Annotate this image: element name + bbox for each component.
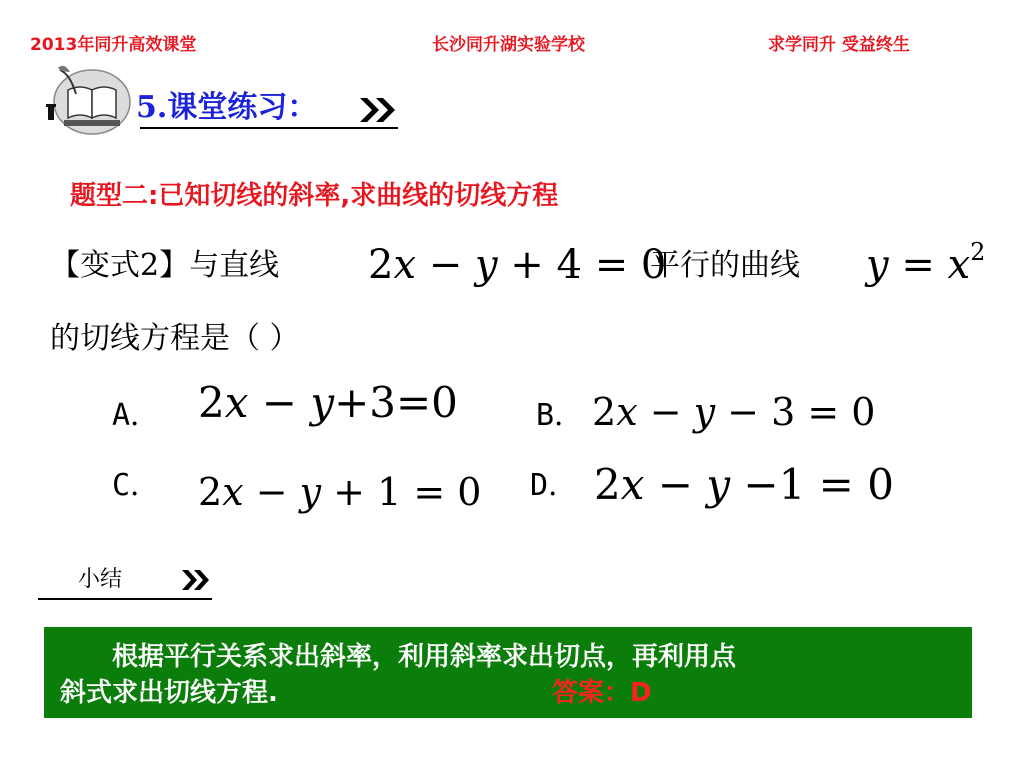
question-line2: 的切线方程是（ ）: [50, 321, 300, 356]
answer-text: 答案：D: [552, 678, 652, 708]
summary-underline: [38, 598, 212, 600]
section-title-text: 课堂练习：: [167, 90, 318, 125]
option-d-label: D．: [530, 468, 579, 503]
header-school-name: 长沙同升湖实验学校: [432, 35, 585, 55]
header-motto: 求学同升 受益终生: [768, 35, 910, 55]
summary-box: [44, 627, 972, 718]
summary-label: 小结: [78, 567, 123, 592]
line-equation: 2x − y + 4 = 0: [368, 242, 667, 288]
title-underline: [140, 127, 398, 129]
option-c-equation: 2x − y + 1 = 0: [198, 470, 482, 514]
option-c-label: C．: [112, 468, 161, 503]
summary-text-line1: 根据平行关系求出斜率，利用斜率求出切点，再利用点: [112, 642, 737, 672]
option-b-equation: 2x − y − 3 = 0: [592, 390, 876, 434]
option-b-label: B．: [536, 398, 585, 433]
section-number: 5.: [136, 90, 168, 125]
question-middle: 平行的曲线: [650, 248, 800, 283]
option-a-equation: 2x − y+3=0: [198, 378, 458, 427]
double-chevron-right-icon: [180, 568, 212, 592]
double-chevron-right-icon: [358, 96, 398, 124]
header-left-text: 2013年同升高效课堂: [30, 35, 197, 55]
option-d-equation: 2x − y −1 = 0: [594, 460, 894, 509]
question-prefix: 【变式2】与直线: [50, 248, 280, 283]
section-title: [136, 82, 317, 126]
curve-equation: $y = x^2$: [866, 238, 986, 288]
option-a-label: A．: [112, 398, 161, 433]
book-quill-icon: [40, 60, 140, 140]
question-type: 题型二:已知切线的斜率,求曲线的切线方程: [70, 181, 559, 211]
summary-text-line2: 斜式求出切线方程.: [60, 678, 278, 708]
